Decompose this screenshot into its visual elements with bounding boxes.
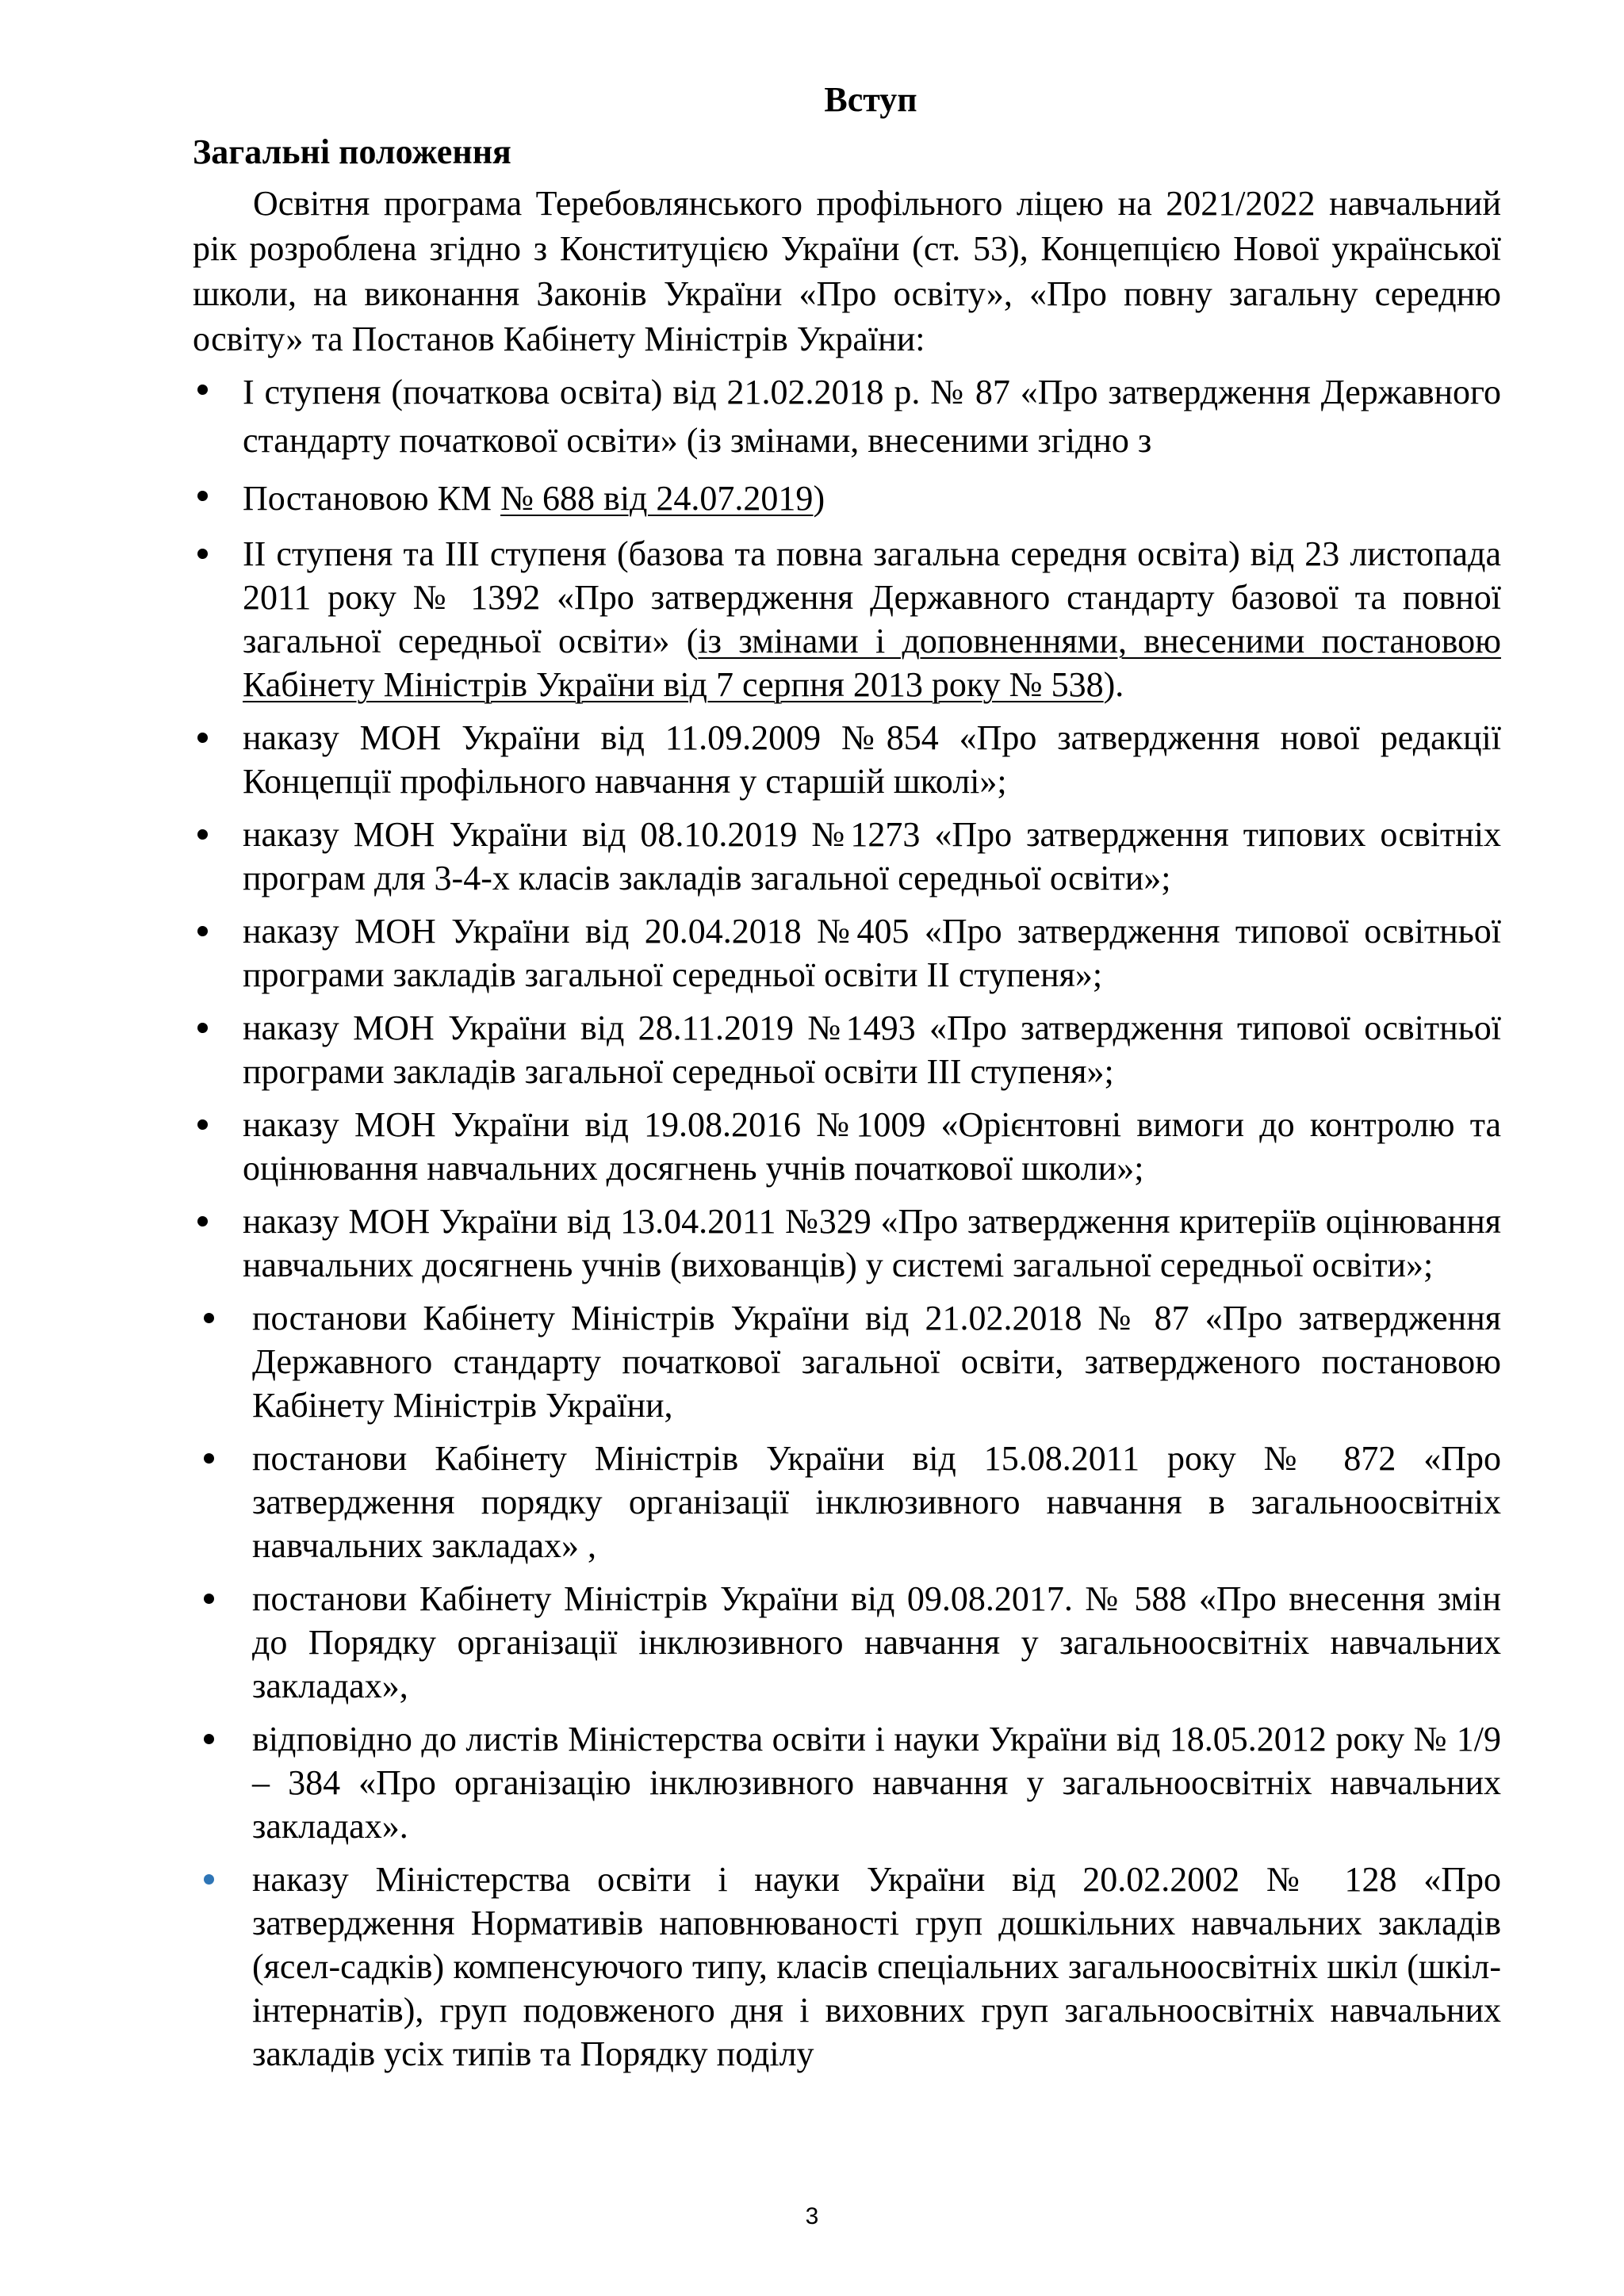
document-title: Вступ	[824, 80, 917, 119]
list-item-text: наказу Міністерства освіти і науки України від 20.02.2002 № 128 «Про затвердження Нормативів наповнюваності груп дошкільних навчальних закладів (ясел-садків) компенсуючого типу, класів спеціальних загальноосвітніх шкіл (шкіл-інтернатів), груп подовженого дня і виховних груп загальноосвітніх навчальних закладів усіх типів та Порядку поділу	[252, 1860, 1501, 2073]
list-item	[193, 368, 1501, 465]
bullet-icon	[197, 491, 208, 501]
list-item-text: постанови Кабінету Міністрів України від 09.08.2017. № 588 «Про внесення змін до Порядку організації інклюзивного навчання у загальноосвітніх навчальних закладах»,	[252, 1579, 1501, 1705]
section-heading: Загальні положення	[193, 132, 511, 171]
list-item-text: відповідно до листів Міністерства освіти і науки України від 18.05.2012 року № 1/9 – 384 «Про організацію інклюзивного навчання у загальноосвітніх навчальних закладах».	[252, 1720, 1501, 1846]
bullet-icon	[197, 1216, 208, 1226]
bullet-icon	[204, 1874, 214, 1885]
list-item	[193, 716, 1501, 803]
list-item-text: I ступеня (початкова освіта) від 21.02.2018 р. № 87 «Про затвердження Державного стандарту початкової освіти» (із змінами, внесеними згідно з	[243, 373, 1501, 460]
bullet-icon	[197, 829, 208, 840]
list-item-text: Постановою КМ	[243, 479, 501, 518]
list-item	[193, 1200, 1501, 1287]
bullet-icon	[197, 549, 208, 559]
list-item-text: наказу МОН України від 20.04.2018 №405 «Про затвердження типової освітньої програми закладів загальної середньої освіти ІІ ступеня»;	[243, 912, 1501, 994]
bullet-icon	[204, 1734, 214, 1744]
page-number: 3	[805, 2203, 819, 2229]
list-item	[193, 1103, 1501, 1190]
list-item-text: наказу МОН України від 13.04.2011 №329 «Про затвердження критеріїв оцінювання навчальних досягнень учнів (вихованців) у системі загальної середньої освіти»;	[243, 1202, 1501, 1284]
bullet-icon	[197, 385, 208, 395]
list-item-text: ІІ ступеня та ІІІ ступеня (базова та повна загальна середня освіта) від 23 листопада 2011 року № 1392 «Про затвердження Державного стандарту базової та повної загальної середньої освіти» (	[243, 534, 1501, 660]
bullet-icon	[197, 926, 208, 936]
bullet-icon	[204, 1313, 214, 1323]
bullet-icon	[197, 1023, 208, 1033]
list-item-text: ).	[1103, 665, 1124, 704]
list-item	[193, 1437, 1501, 1567]
list-item-text: наказу МОН України від 28.11.2019 №1493 «Про затвердження типової освітньої програми закладів загальної середньої освіти ІІІ ступеня»;	[243, 1008, 1501, 1091]
resolution-link[interactable]: № 688 від 24.07.2019	[500, 479, 814, 518]
list-item-text: постанови Кабінету Міністрів України від 15.08.2011 року № 872 «Про затвердження порядку організації інклюзивного навчання в загальноосвітніх навчальних закладах» ,	[252, 1439, 1501, 1565]
intro-paragraph: Освітня програма Теребовлянського профільного ліцею на 2021/2022 навчальний рік розроблена згідно з Конституцією України (ст. 53), Концепцією Нової української школи, на виконання Законів України «Про освіту», «Про повну загальну середню освіту» та Постанов Кабінету Міністрів України:	[193, 184, 1501, 358]
bullet-icon	[204, 1453, 214, 1464]
list-item-text: наказу МОН України від 11.09.2009 №854 «Про затвердження нової редакції Концепції профільного навчання у старшій школі»;	[243, 718, 1501, 801]
list-item	[193, 474, 1501, 522]
legal-basis-list	[193, 368, 1501, 2076]
bullet-icon	[197, 733, 208, 743]
list-item	[193, 909, 1501, 997]
list-item	[193, 1717, 1501, 1848]
list-item	[193, 1858, 1501, 2076]
bullet-icon	[204, 1594, 214, 1604]
list-item-text: наказу МОН України від 19.08.2016 №1009 «Орієнтовні вимоги до контролю та оцінювання навчальних досягнень учнів початкової школи»;	[243, 1105, 1501, 1188]
list-item-text: наказу МОН України від 08.10.2019 №1273 «Про затвердження типових освітніх програм для 3-4-х класів закладів загальної середньої освіти»;	[243, 815, 1501, 897]
list-item	[193, 1296, 1501, 1427]
bullet-icon	[197, 1119, 208, 1130]
list-item-text: )	[813, 479, 825, 518]
amendments-link[interactable]: із змінами і доповненнями, внесеними постановою Кабінету Міністрів України від 7 серпня 2013 року № 538	[243, 622, 1501, 704]
list-item	[193, 532, 1501, 706]
list-item	[193, 1006, 1501, 1093]
list-item	[193, 813, 1501, 900]
list-item-text: постанови Кабінету Міністрів України від 21.02.2018 № 87 «Про затвердження Державного стандарту початкової загальної освіти, затвердженого постановою Кабінету Міністрів України,	[252, 1299, 1501, 1425]
list-item	[193, 1577, 1501, 1708]
